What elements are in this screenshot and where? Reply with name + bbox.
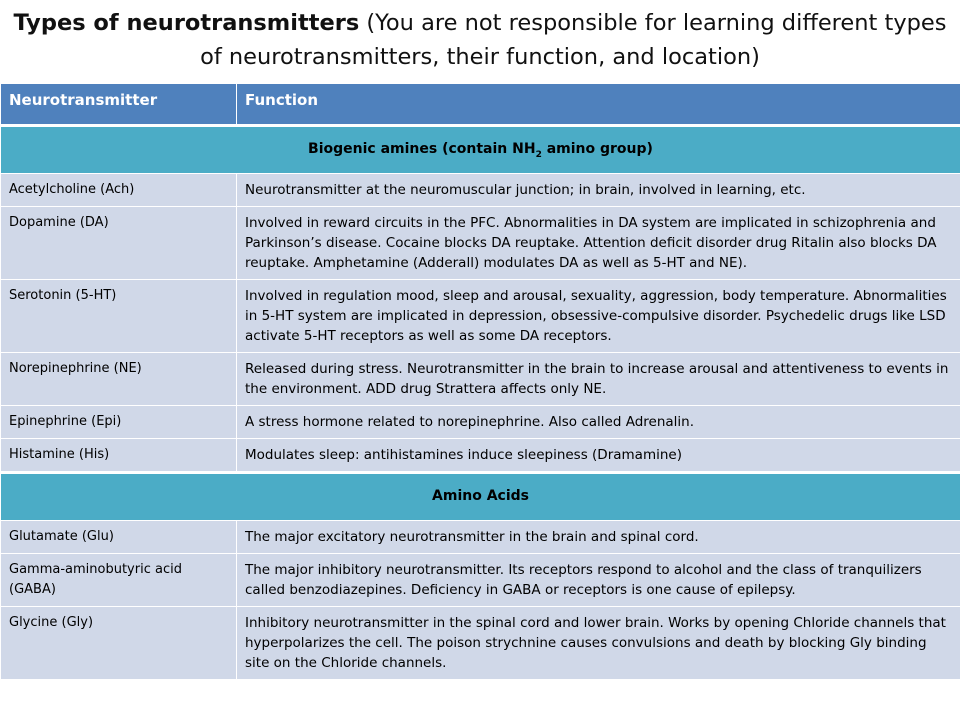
neurotransmitter-name: Glycine (Gly)	[1, 607, 237, 680]
neurotransmitter-table	[0, 83, 960, 680]
neurotransmitter-name: Histamine (His)	[1, 439, 237, 473]
table-row	[1, 207, 960, 280]
neurotransmitter-name: Norepinephrine (NE)	[1, 353, 237, 406]
neurotransmitter-name: Serotonin (5-HT)	[1, 280, 237, 353]
section-row-amino-acids	[1, 473, 960, 521]
table-row	[1, 554, 960, 607]
section-title-amino-acids: Amino Acids	[1, 473, 960, 521]
neurotransmitter-name: Glutamate (Glu)	[1, 521, 237, 554]
neurotransmitter-function: Released during stress. Neurotransmitter in the brain to increase arousal and attentiveness to events in the environment. ADD drug Strattera affects only NE.	[237, 353, 960, 406]
neurotransmitter-function: Modulates sleep: antihistamines induce sleepiness (Dramamine)	[237, 439, 960, 473]
neurotransmitter-function: A stress hormone related to norepinephrine. Also called Adrenalin.	[237, 406, 960, 439]
slide-title	[0, 6, 960, 74]
section-title-subscript: 2	[535, 149, 542, 160]
slide-title-note: (You are not responsible for learning different types of neurotransmitters, their function, and location)	[200, 10, 947, 70]
header-function: Function	[237, 84, 960, 126]
neurotransmitter-name: Epinephrine (Epi)	[1, 406, 237, 439]
neurotransmitter-function: Neurotransmitter at the neuromuscular junction; in brain, involved in learning, etc.	[237, 174, 960, 207]
slide-title-bold: Types of neurotransmitters	[13, 10, 360, 36]
neurotransmitter-name: Dopamine (DA)	[1, 207, 237, 280]
table-row	[1, 439, 960, 473]
table-row	[1, 406, 960, 439]
neurotransmitter-function: The major inhibitory neurotransmitter. Its receptors respond to alcohol and the class of tranquilizers called benzodiazepines. Deficiency in GABA or receptors is one cause of epilepsy.	[237, 554, 960, 607]
table-row	[1, 607, 960, 680]
header-neurotransmitter: Neurotransmitter	[1, 84, 237, 126]
section-title-suffix: amino group)	[541, 141, 653, 157]
section-title-biogenic-amines	[1, 126, 960, 174]
section-title-prefix: Biogenic amines (contain NH	[308, 141, 536, 157]
neurotransmitter-function: Inhibitory neurotransmitter in the spinal cord and lower brain. Works by opening Chloride channels that hyperpolarizes the cell. The poison strychnine causes convulsions and death by blocking Gly binding site on the Chloride channels.	[237, 607, 960, 680]
table-header-row	[1, 84, 960, 126]
neurotransmitter-name: Gamma-aminobutyric acid (GABA)	[1, 554, 237, 607]
neurotransmitter-name: Acetylcholine (Ach)	[1, 174, 237, 207]
table-row	[1, 174, 960, 207]
neurotransmitter-function: Involved in regulation mood, sleep and arousal, sexuality, aggression, body temperature. Abnormalities in 5-HT system are implicated in depression, obsessive-compulsive disorder. Psychedelic drugs like LSD activate 5-HT receptors as well as some DA receptors.	[237, 280, 960, 353]
table-row	[1, 353, 960, 406]
table-row	[1, 280, 960, 353]
table-row	[1, 521, 960, 554]
section-row-biogenic-amines	[1, 126, 960, 174]
neurotransmitter-function: Involved in reward circuits in the PFC. Abnormalities in DA system are implicated in schizophrenia and Parkinson’s disease. Cocaine blocks DA reuptake. Attention deficit disorder drug Ritalin also blocks DA reuptake. Amphetamine (Adderall) modulates DA as well as 5-HT and NE).	[237, 207, 960, 280]
neurotransmitter-function: The major excitatory neurotransmitter in the brain and spinal cord.	[237, 521, 960, 554]
